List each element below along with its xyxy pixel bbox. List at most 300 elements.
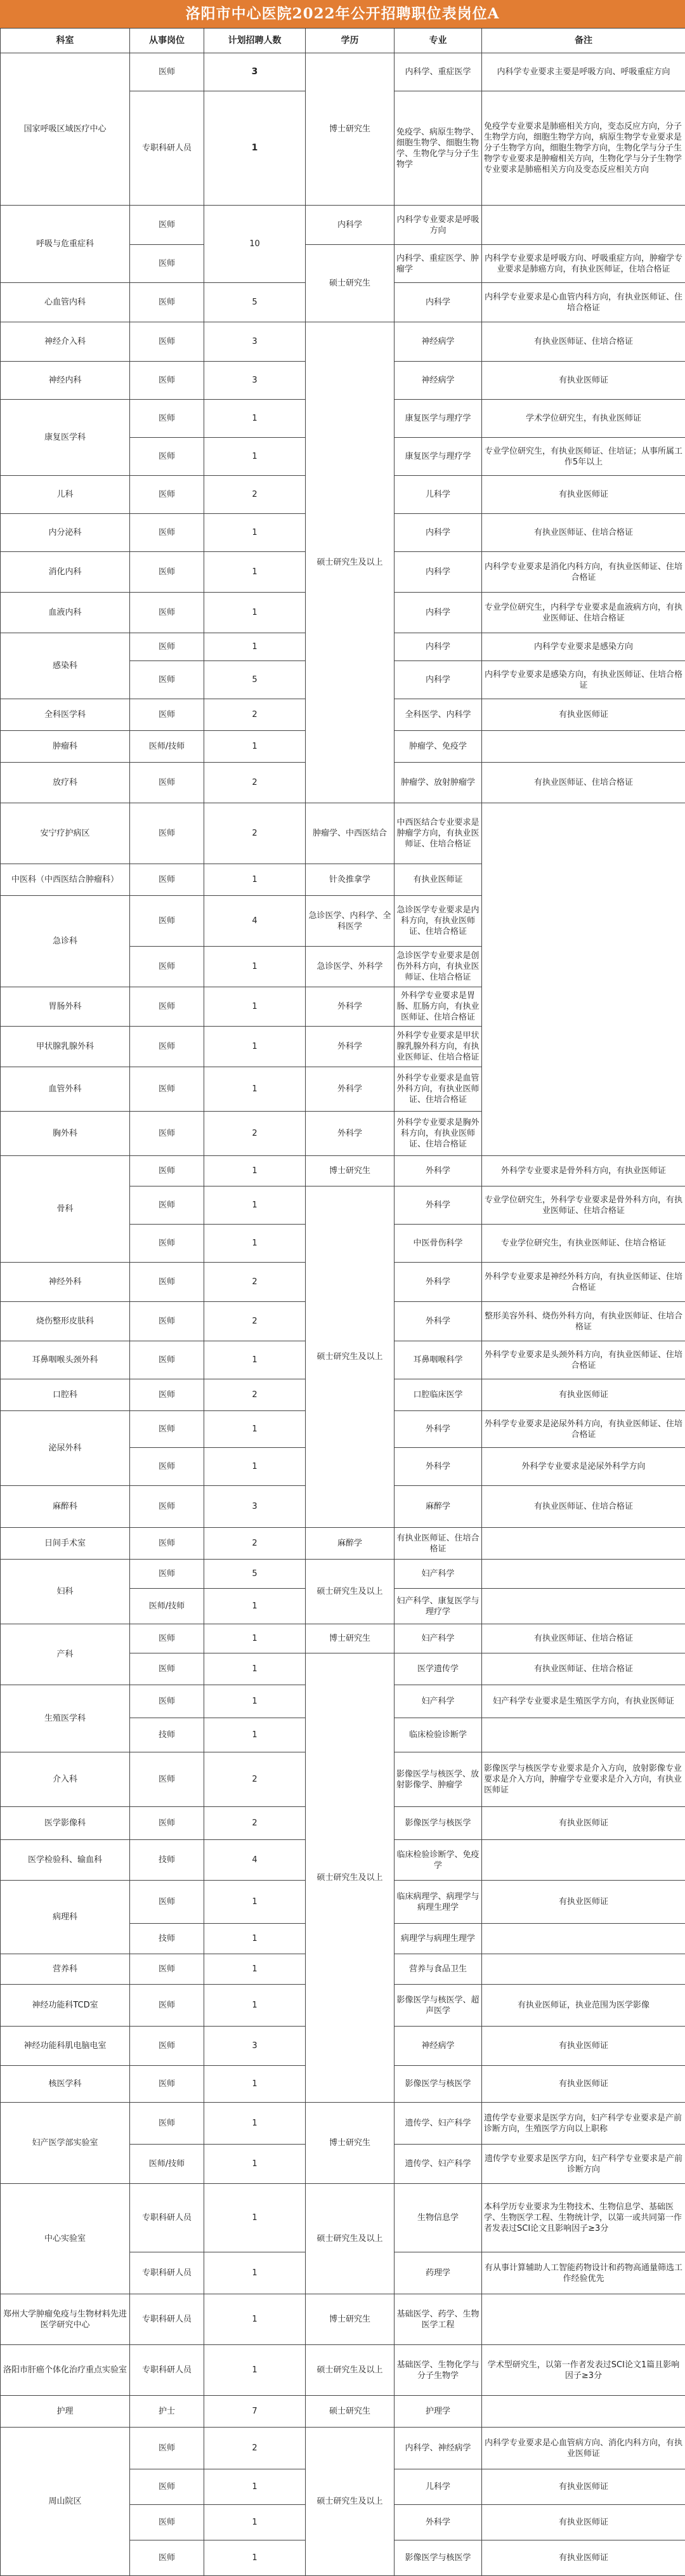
table-cell: 医师 bbox=[130, 2428, 204, 2469]
table-cell: 医师 bbox=[130, 1341, 204, 1379]
table-cell: 医师 bbox=[130, 1027, 204, 1067]
table-cell: 内科学、重症医学、肿瘤学 bbox=[395, 245, 482, 283]
table-cell: 内科学 bbox=[395, 593, 482, 633]
table-cell: 医师/技师 bbox=[130, 2145, 204, 2184]
table-cell: 专职科研人员 bbox=[130, 2184, 204, 2252]
table-cell bbox=[482, 2396, 685, 2428]
table-cell bbox=[482, 1718, 685, 1752]
table-cell: 外科学 bbox=[395, 1156, 482, 1186]
table-cell: 全科医学科 bbox=[1, 699, 130, 731]
column-header: 科室 bbox=[1, 29, 130, 53]
table-cell: 急诊科 bbox=[1, 896, 130, 987]
table-row bbox=[1, 2396, 685, 2428]
table-cell: 内科学 bbox=[306, 206, 395, 245]
table-cell: 外科学 bbox=[306, 1027, 395, 1067]
table-cell: 外科学 bbox=[306, 1112, 395, 1156]
table-cell: 有执业医师证 bbox=[482, 2027, 685, 2066]
table-cell: 临床检验诊断学、免疫学 bbox=[395, 1840, 482, 1881]
table-cell: 1 bbox=[204, 2345, 306, 2396]
table-cell: 医师 bbox=[130, 864, 204, 896]
table-cell: 1 bbox=[204, 2184, 306, 2252]
table-row bbox=[1, 1528, 685, 1560]
table-cell: 有执业医师证 bbox=[482, 1881, 685, 1924]
table-cell: 郑州大学肿瘤免疫与生物材料先进医学研究中心 bbox=[1, 2294, 130, 2345]
table-cell: 外科学专业要求是头颈外科方向，有执业医师证、住培合格证 bbox=[482, 1341, 685, 1379]
table-cell: 药理学 bbox=[395, 2252, 482, 2294]
table-cell: 医师 bbox=[130, 1379, 204, 1411]
table-cell: 有执业医师证 bbox=[482, 2469, 685, 2505]
table-cell: 1 bbox=[204, 1067, 306, 1112]
table-cell: 医师 bbox=[130, 661, 204, 699]
table-cell: 外科学 bbox=[395, 1411, 482, 1448]
table-cell: 医师 bbox=[130, 1302, 204, 1341]
table-cell: 医师 bbox=[130, 1411, 204, 1448]
table-cell: 医师 bbox=[130, 400, 204, 438]
table-cell: 急诊医学、内科学、全科医学 bbox=[306, 896, 395, 947]
table-row bbox=[1, 987, 685, 1027]
table-cell: 基础医学、生物化学与分子生物学 bbox=[395, 2345, 482, 2396]
table-cell: 博士研究生 bbox=[306, 2294, 395, 2345]
table-row bbox=[1, 1067, 685, 1112]
table-cell: 1 bbox=[204, 947, 306, 987]
table-cell: 医师 bbox=[130, 322, 204, 362]
table-cell: 影像医学与核医学、放射影像学、肿瘤学 bbox=[395, 1752, 482, 1807]
table-cell: 遗传学、妇产科学 bbox=[395, 2145, 482, 2184]
table-cell: 技师 bbox=[130, 1924, 204, 1954]
table-cell: 硕士研究生及以上 bbox=[306, 322, 395, 803]
table-cell: 1 bbox=[204, 1985, 306, 2027]
table-cell: 营养与食品卫生 bbox=[395, 1954, 482, 1985]
column-header: 计划招聘人数 bbox=[204, 29, 306, 53]
table-cell: 博士研究生 bbox=[306, 2103, 395, 2184]
table-cell: 心血管内科 bbox=[1, 283, 130, 322]
table-cell: 外科学 bbox=[395, 1448, 482, 1486]
table-row bbox=[1, 1156, 685, 1186]
table-cell: 硕士研究生 bbox=[306, 2396, 395, 2428]
table-cell: 外科学专业要求是泌尿外科方向，有执业医师证、住培合格证 bbox=[482, 1411, 685, 1448]
table-row bbox=[1, 2184, 685, 2252]
table-cell: 消化内科 bbox=[1, 552, 130, 593]
table-cell: 内科学、神经病学 bbox=[395, 2428, 482, 2469]
table-cell: 外科学专业要求是神经外科方向，有执业医师证、住培合格证 bbox=[482, 1263, 685, 1302]
table-cell: 妇产科学 bbox=[395, 1685, 482, 1718]
table-cell: 影像医学与核医学、超声医学 bbox=[395, 1985, 482, 2027]
table-cell: 有执业医师证、住培合格证 bbox=[482, 763, 685, 803]
table-cell: 1 bbox=[204, 987, 306, 1027]
table-cell: 康复医学科 bbox=[1, 400, 130, 476]
table-cell: 专职科研人员 bbox=[130, 2252, 204, 2294]
table-cell: 2 bbox=[204, 1528, 306, 1560]
table-cell: 5 bbox=[204, 661, 306, 699]
table-cell: 血液内科 bbox=[1, 593, 130, 633]
table-cell: 外科学 bbox=[395, 2505, 482, 2540]
table-cell: 急诊医学专业要求是创伤外科方向，有执业医师证、住培合格证 bbox=[395, 947, 482, 987]
table-cell: 遗传学专业要求是医学方向，妇产科学专业要求是产前诊断方向，生殖医学方向以上职称 bbox=[482, 2103, 685, 2145]
table-cell: 影像医学与核医学 bbox=[395, 2066, 482, 2103]
table-cell: 整形美容外科、烧伤外科方向，有执业医师证、住培合格证 bbox=[482, 1302, 685, 1341]
table-cell: 医师 bbox=[130, 947, 204, 987]
table-cell: 学术学位研究生，有执业医师证 bbox=[482, 400, 685, 438]
table-cell: 3 bbox=[204, 362, 306, 400]
table-cell: 国家呼吸区域医疗中心 bbox=[1, 53, 130, 206]
table-cell: 神经内科 bbox=[1, 362, 130, 400]
table-cell: 有执业医师证、住培合格证 bbox=[482, 1653, 685, 1685]
table-cell: 神经功能科肌电脑电室 bbox=[1, 2027, 130, 2066]
table-cell: 硕士研究生及以上 bbox=[306, 2345, 395, 2396]
column-header: 学历 bbox=[306, 29, 395, 53]
table-cell: 3 bbox=[204, 53, 306, 91]
table-cell: 内科学 bbox=[395, 552, 482, 593]
table-cell: 医师 bbox=[130, 1752, 204, 1807]
table-cell bbox=[482, 1560, 685, 1589]
table-cell: 妇产科学专业要求是生殖医学方向，有执业医师证 bbox=[482, 1685, 685, 1718]
table-cell: 医师 bbox=[130, 1807, 204, 1840]
table-cell: 外科学 bbox=[306, 987, 395, 1027]
table-cell: 1 bbox=[204, 1341, 306, 1379]
table-cell: 硕士研究生及以上 bbox=[306, 2428, 395, 2576]
table-cell: 3 bbox=[204, 1486, 306, 1528]
table-cell: 妇产科学 bbox=[395, 1624, 482, 1653]
table-cell: 妇产医学部实验室 bbox=[1, 2103, 130, 2184]
table-cell bbox=[482, 2294, 685, 2345]
table-cell: 技师 bbox=[130, 1840, 204, 1881]
table-cell bbox=[482, 1924, 685, 1954]
table-cell: 麻醉科 bbox=[1, 1486, 130, 1528]
table-cell: 有执业医师证、住培合格证 bbox=[482, 1624, 685, 1653]
table-cell: 1 bbox=[204, 1225, 306, 1263]
table-cell: 硕士研究生及以上 bbox=[306, 1653, 395, 2103]
table-cell: 急诊医学、外科学 bbox=[306, 947, 395, 987]
recruitment-table bbox=[0, 28, 685, 2576]
table-cell: 内科学 bbox=[395, 283, 482, 322]
table-cell: 中医科（中西医结合肿瘤科） bbox=[1, 864, 130, 896]
table-cell: 神经外科 bbox=[1, 1263, 130, 1302]
table-cell: 4 bbox=[204, 896, 306, 947]
table-cell: 外科学 bbox=[306, 1067, 395, 1112]
table-cell: 1 bbox=[204, 2066, 306, 2103]
table-cell: 2 bbox=[204, 1302, 306, 1341]
table-cell: 内科学专业要求主要是呼吸方向、呼吸重症方向 bbox=[482, 53, 685, 91]
table-cell: 医学影像科 bbox=[1, 1807, 130, 1840]
table-cell: 全科医学、内科学 bbox=[395, 699, 482, 731]
table-cell: 医师 bbox=[130, 1954, 204, 1985]
table-cell: 放疗科 bbox=[1, 763, 130, 803]
table-cell: 医师 bbox=[130, 438, 204, 476]
table-cell: 胸外科 bbox=[1, 1112, 130, 1156]
table-header bbox=[1, 29, 685, 53]
table-cell: 外科学专业要求是血管外科方向，有执业医师证、住培合格证 bbox=[395, 1067, 482, 1112]
table-cell: 专职科研人员 bbox=[130, 2345, 204, 2396]
column-header: 从事岗位 bbox=[130, 29, 204, 53]
table-cell: 急诊医学专业要求是内科方向，有执业医师证、住培合格证 bbox=[395, 896, 482, 947]
table-cell: 2 bbox=[204, 1379, 306, 1411]
table-cell: 医师 bbox=[130, 1985, 204, 2027]
table-cell: 内科学 bbox=[395, 661, 482, 699]
table-row bbox=[1, 896, 685, 947]
table-cell: 医师 bbox=[130, 552, 204, 593]
table-cell: 神经功能科TCD室 bbox=[1, 1985, 130, 2027]
table-cell: 胃肠外科 bbox=[1, 987, 130, 1027]
table-cell: 儿科 bbox=[1, 476, 130, 514]
table-cell: 内科学专业要求是消化内科方向，有执业医师证、住培合格证 bbox=[482, 552, 685, 593]
table-cell: 有执业医师证 bbox=[482, 2066, 685, 2103]
table-cell bbox=[482, 731, 685, 763]
table-cell: 外科学 bbox=[395, 1263, 482, 1302]
table-cell: 1 bbox=[204, 1924, 306, 1954]
table-cell: 产科 bbox=[1, 1624, 130, 1685]
table-cell: 感染科 bbox=[1, 633, 130, 699]
table-cell: 2 bbox=[204, 699, 306, 731]
table-cell: 医师 bbox=[130, 2469, 204, 2505]
table-row bbox=[1, 1560, 685, 1589]
table-cell: 肿瘤科 bbox=[1, 731, 130, 763]
table-cell: 骨科 bbox=[1, 1156, 130, 1263]
table-cell: 耳鼻咽喉科学 bbox=[395, 1341, 482, 1379]
table-cell: 医师 bbox=[130, 1881, 204, 1924]
table-cell: 中心实验室 bbox=[1, 2184, 130, 2294]
table-cell: 口腔科 bbox=[1, 1379, 130, 1411]
table-cell: 医师 bbox=[130, 1560, 204, 1589]
table-cell: 医师 bbox=[130, 2066, 204, 2103]
table-cell: 内科学专业要求是感染方向，有执业医师证、住培合格证 bbox=[482, 661, 685, 699]
table-cell: 1 bbox=[204, 1954, 306, 1985]
table-cell: 外科学专业要求是甲状腺乳腺外科方向，有执业医师证、住培合格证 bbox=[395, 1027, 482, 1067]
table-cell: 1 bbox=[204, 731, 306, 763]
table-row bbox=[1, 1027, 685, 1067]
table-cell: 1 bbox=[204, 2505, 306, 2540]
table-cell: 7 bbox=[204, 2396, 306, 2428]
table-cell: 儿科学 bbox=[395, 476, 482, 514]
table-cell: 临床检验诊断学 bbox=[395, 1718, 482, 1752]
table-cell: 有执业医师证 bbox=[482, 1379, 685, 1411]
table-cell: 医师 bbox=[130, 803, 204, 864]
table-cell: 有执业医师证、住培合格证 bbox=[482, 514, 685, 552]
table-cell: 医师 bbox=[130, 1263, 204, 1302]
table-cell: 有执业医师证 bbox=[482, 699, 685, 731]
table-cell: 免疫学专业要求是肺癌相关方向，变态反应方向，分子生物学方向，细胞生物学方向，病原生物学专业要求是分子生物学方向，细胞生物学方向，生物化学与分子生物学专业要求是肿瘤相关方向，生物化学与分子生物学专业要求是肺癌相关方向及变态反应相关方向 bbox=[482, 91, 685, 206]
table-cell: 医师 bbox=[130, 1685, 204, 1718]
table-cell: 妇产科学 bbox=[395, 1560, 482, 1589]
table-cell: 1 bbox=[204, 633, 306, 661]
table-cell: 博士研究生 bbox=[306, 53, 395, 206]
table-cell: 2 bbox=[204, 803, 306, 864]
table-cell: 儿科学 bbox=[395, 2469, 482, 2505]
table-cell: 神经病学 bbox=[395, 362, 482, 400]
table-cell: 学术型研究生，以第一作者发表过SCI论文1篇且影响因子≥3分 bbox=[482, 2345, 685, 2396]
table-cell: 1 bbox=[204, 1186, 306, 1225]
table-cell: 内科学专业要求是呼吸方向、呼吸重症方向，肿瘤学专业要求是肺癌方向，有执业医师证，住培合格证 bbox=[482, 245, 685, 283]
table-row bbox=[1, 1112, 685, 1156]
table-cell: 神经病学 bbox=[395, 322, 482, 362]
table-cell: 血管外科 bbox=[1, 1067, 130, 1112]
table-row bbox=[1, 2345, 685, 2396]
table-row bbox=[1, 2103, 685, 2145]
table-cell: 内科学 bbox=[395, 633, 482, 661]
table-cell: 医师 bbox=[130, 987, 204, 1027]
table-cell: 针灸推拿学 bbox=[306, 864, 395, 896]
table-cell: 呼吸与危重症科 bbox=[1, 206, 130, 283]
table-cell: 肿瘤学、放射肿瘤学 bbox=[395, 763, 482, 803]
table-cell: 1 bbox=[204, 2469, 306, 2505]
table-cell: 烧伤整形皮肤科 bbox=[1, 1302, 130, 1341]
table-cell: 有执业医师证 bbox=[482, 2540, 685, 2576]
table-cell: 1 bbox=[204, 1027, 306, 1067]
table-cell: 医师 bbox=[130, 699, 204, 731]
table-cell: 5 bbox=[204, 283, 306, 322]
table-cell: 医师 bbox=[130, 2505, 204, 2540]
table-cell: 2 bbox=[204, 1807, 306, 1840]
table-cell: 外科学专业要求是骨外科方向，有执业医师证 bbox=[482, 1156, 685, 1186]
table-cell: 专职科研人员 bbox=[130, 2294, 204, 2345]
table-cell: 1 bbox=[204, 1653, 306, 1685]
table-cell: 1 bbox=[204, 2540, 306, 2576]
table-cell: 妇产科学、康复医学与理疗学 bbox=[395, 1589, 482, 1624]
table-cell: 妇科 bbox=[1, 1560, 130, 1624]
table-cell: 肿瘤学、免疫学 bbox=[395, 731, 482, 763]
table-cell: 有执业医师证 bbox=[482, 1807, 685, 1840]
table-cell: 医师 bbox=[130, 2540, 204, 2576]
table-cell: 1 bbox=[204, 91, 306, 206]
table-cell: 专业学位研究生，有执业医师证、住培合格证 bbox=[482, 1225, 685, 1263]
table-cell: 有执业医师证 bbox=[482, 476, 685, 514]
table-cell: 有执业医师证、住培合格证 bbox=[395, 1528, 482, 1560]
table-cell: 医师 bbox=[130, 593, 204, 633]
table-cell: 周山院区 bbox=[1, 2428, 130, 2576]
table-cell: 3 bbox=[204, 2027, 306, 2066]
table-cell: 康复医学与理疗学 bbox=[395, 400, 482, 438]
table-cell: 核医学科 bbox=[1, 2066, 130, 2103]
table-cell: 2 bbox=[204, 1263, 306, 1302]
table-cell: 医师 bbox=[130, 633, 204, 661]
table-cell: 影像医学与核医学 bbox=[395, 2540, 482, 2576]
table-cell: 医师 bbox=[130, 1624, 204, 1653]
table-cell: 有执业医师证、住培合格证 bbox=[482, 1486, 685, 1528]
table-cell: 神经病学 bbox=[395, 2027, 482, 2066]
table-cell: 博士研究生 bbox=[306, 1624, 395, 1653]
table-cell: 1 bbox=[204, 438, 306, 476]
table-cell: 专职科研人员 bbox=[130, 91, 204, 206]
table-cell: 外科学专业要求是泌尿外科学方向 bbox=[482, 1448, 685, 1486]
table-cell: 外科学 bbox=[395, 1302, 482, 1341]
table-cell: 洛阳市肝癌个体化治疗重点实验室 bbox=[1, 2345, 130, 2396]
table-cell: 医师 bbox=[130, 53, 204, 91]
table-cell: 1 bbox=[204, 552, 306, 593]
table-cell: 硕士研究生及以上 bbox=[306, 1186, 395, 1528]
table-cell: 医学检验科、输血科 bbox=[1, 1840, 130, 1881]
table-cell: 有执业医师证 bbox=[395, 864, 482, 896]
table-cell: 影像医学与核医学 bbox=[395, 1807, 482, 1840]
table-cell: 医师 bbox=[130, 1156, 204, 1186]
table-cell: 医师 bbox=[130, 1653, 204, 1685]
table-cell: 遗传学专业要求是医学方向，妇产科学专业要求是产前诊断方向 bbox=[482, 2145, 685, 2184]
table-cell: 1 bbox=[204, 1156, 306, 1186]
table-cell: 遗传学、妇产科学 bbox=[395, 2103, 482, 2145]
table-cell: 麻醉学 bbox=[306, 1528, 395, 1560]
table-cell: 医学遗传学 bbox=[395, 1653, 482, 1685]
table-cell: 1 bbox=[204, 2252, 306, 2294]
table-cell: 日间手术室 bbox=[1, 1528, 130, 1560]
table-cell: 有执业医师证 bbox=[482, 2505, 685, 2540]
table-cell: 免疫学、病原生物学、细胞生物学、细胞生物学、生物化学与分子生物学 bbox=[395, 91, 482, 206]
table-cell: 介入科 bbox=[1, 1752, 130, 1807]
table-cell: 有执业医师证，执业范围为医学影像 bbox=[482, 1985, 685, 2027]
table-cell: 医师 bbox=[130, 1112, 204, 1156]
table-cell: 病理学与病理生理学 bbox=[395, 1924, 482, 1954]
table-cell: 医师 bbox=[130, 514, 204, 552]
table-cell: 护理学 bbox=[395, 2396, 482, 2428]
table-row bbox=[1, 206, 685, 245]
table-cell: 医师 bbox=[130, 2103, 204, 2145]
table-cell: 医师 bbox=[130, 245, 204, 283]
table-cell: 2 bbox=[204, 1752, 306, 1807]
table-cell: 医师 bbox=[130, 1486, 204, 1528]
table-cell: 医师/技师 bbox=[130, 731, 204, 763]
table-cell: 耳鼻咽喉头颈外科 bbox=[1, 1341, 130, 1379]
table-row bbox=[1, 322, 685, 362]
table-cell: 1 bbox=[204, 400, 306, 438]
table-cell: 内科学专业要求是呼吸方向 bbox=[395, 206, 482, 245]
table-cell: 硕士研究生 bbox=[306, 245, 395, 322]
table-cell: 1 bbox=[204, 1624, 306, 1653]
table-cell: 2 bbox=[204, 763, 306, 803]
table-cell: 神经介入科 bbox=[1, 322, 130, 362]
table-cell: 1 bbox=[204, 2145, 306, 2184]
table-cell: 1 bbox=[204, 514, 306, 552]
table-cell: 外科学 bbox=[395, 1186, 482, 1225]
table-cell: 内分泌科 bbox=[1, 514, 130, 552]
table-cell: 2 bbox=[204, 2428, 306, 2469]
table-cell: 医师 bbox=[130, 1448, 204, 1486]
table-cell bbox=[482, 1589, 685, 1624]
table-cell: 硕士研究生及以上 bbox=[306, 1560, 395, 1624]
table-cell: 内科学 bbox=[395, 514, 482, 552]
table-cell: 医师 bbox=[130, 362, 204, 400]
table-cell: 康复医学与理疗学 bbox=[395, 438, 482, 476]
table-cell: 技师 bbox=[130, 1718, 204, 1752]
table-cell: 内科学、重症医学 bbox=[395, 53, 482, 91]
table-cell: 麻醉学 bbox=[395, 1486, 482, 1528]
table-body bbox=[1, 53, 685, 2576]
table-cell: 生物信息学 bbox=[395, 2184, 482, 2252]
table-cell: 本科学历专业要求为生物技术、生物信息学、基础医学、生物医学工程、生物统计学，以第一或共同第一作者发表过SCI论文且影响因子≥3分 bbox=[482, 2184, 685, 2252]
table-cell: 内科学专业要求是感染方向 bbox=[482, 633, 685, 661]
table-cell: 有从事计算辅助人工智能药物设计和药物高通量筛选工作经验优先 bbox=[482, 2252, 685, 2294]
table-cell: 1 bbox=[204, 1448, 306, 1486]
table-row bbox=[1, 2294, 685, 2345]
table-cell: 安宁疗护病区 bbox=[1, 803, 130, 864]
table-cell: 2 bbox=[204, 476, 306, 514]
table-cell: 护士 bbox=[130, 2396, 204, 2428]
table-cell: 病理科 bbox=[1, 1881, 130, 1954]
table-cell: 有执业医师证 bbox=[482, 362, 685, 400]
table-cell: 10 bbox=[204, 206, 306, 283]
table-cell: 专业学位研究生，外科学专业要求是骨外科方向，有执业医师证、住培合格证 bbox=[482, 1186, 685, 1225]
table-cell: 医师 bbox=[130, 1067, 204, 1112]
table-cell: 外科学专业要求是胸外科方向，有执业医师证、住培合格证 bbox=[395, 1112, 482, 1156]
table-cell: 1 bbox=[204, 1718, 306, 1752]
table-cell: 医师 bbox=[130, 283, 204, 322]
table-cell: 专业学位研究生，有执业医师证、住培证；从事所属工作5年以上 bbox=[482, 438, 685, 476]
table-cell: 医师 bbox=[130, 1528, 204, 1560]
table-cell: 1 bbox=[204, 1411, 306, 1448]
table-cell: 临床病理学、病理学与病理生理学 bbox=[395, 1881, 482, 1924]
table-row bbox=[1, 53, 685, 91]
table-cell: 专业学位研究生，内科学专业要求是血液病方向，有执业医师证、住培合格证 bbox=[482, 593, 685, 633]
table-cell: 泌尿外科 bbox=[1, 1411, 130, 1486]
table-cell: 护理 bbox=[1, 2396, 130, 2428]
table-cell: 硕士研究生及以上 bbox=[306, 2184, 395, 2294]
table-cell: 内科学专业要求是心血管内科方向，有执业医师证、住培合格证 bbox=[482, 283, 685, 322]
